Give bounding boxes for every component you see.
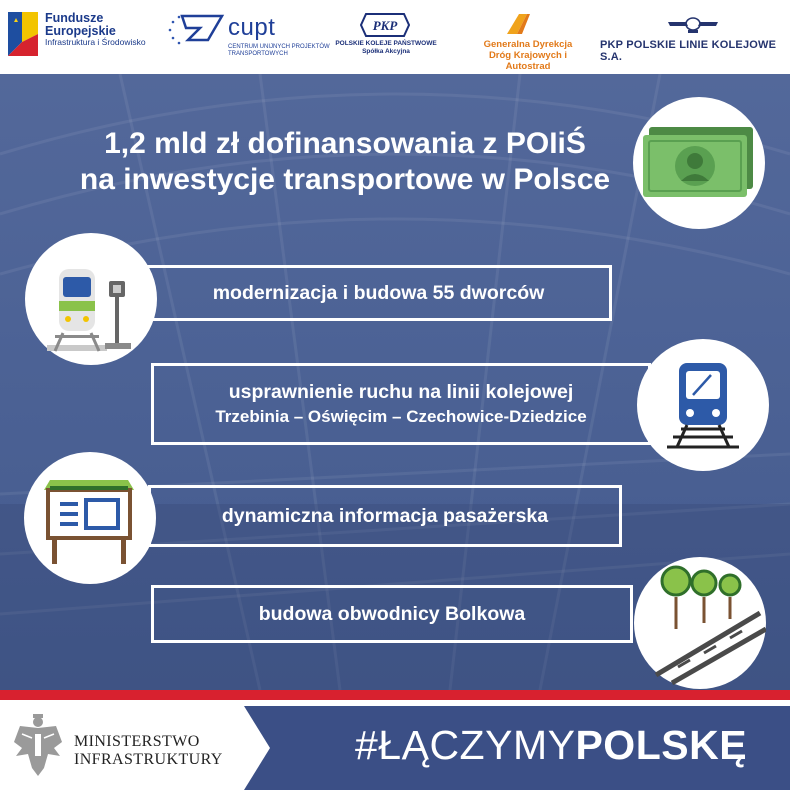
logo-bar [0,0,790,74]
item-text-stations: modernizacja i budowa 55 dworców [212,281,545,304]
item-box-stations [145,265,612,321]
ministry-name [74,733,223,769]
flag-stripe-red [0,690,790,700]
item-subtext-railway: Trzebinia – Oświęcim – Czechowice-Dziedzice [215,406,587,426]
headline-line1: 1,2 mld zł dofinansowania z POIiŚ [104,127,586,160]
road-circle [634,557,766,689]
road-trees-icon [634,557,766,689]
info-circle [24,452,156,584]
train-station-icon [25,233,157,365]
station-circle [25,233,157,365]
plk-wings-icon [666,14,720,36]
hashtag [355,722,747,769]
polish-eagle-icon [12,712,64,782]
item-text-passenger-info: dynamiczna informacja pasażerska [221,504,549,527]
fe-title: Fundusze Europejskie [45,11,116,39]
main-panel [0,74,790,690]
pkp-badge-icon [360,12,410,38]
cupt-mark-icon [164,10,226,46]
hashtag-light: #ŁĄCZYMY [355,722,576,768]
headline [0,126,690,198]
cupt-subtitle: CENTRUM UNIJNYCH PROJEKTÓW TRANSPORTOWYCH [228,44,330,57]
pkp-name: POLSKIE KOLEJE PAŃSTWOWE [335,40,437,47]
train-icon [637,339,769,471]
gddkia-line1: Generalna Dyrekcja [483,39,573,50]
ministry-line1: MINISTERSTWO [74,733,200,750]
gddkia-line2: Dróg Krajowych i Autostrad [488,49,568,72]
pkp-subtitle: Spółka Akcyjna [362,48,410,56]
cupt-name: cupt [228,14,276,41]
hashtag-bold: POLSKĘ [575,722,748,768]
item-text-railway: usprawnienie ruchu na linii kolejowej [228,381,574,404]
info-board-icon [24,452,156,584]
item-box-bypass [151,585,633,643]
plk-name: PKP POLSKIE LINIE KOLEJOWE S.A. [600,39,777,63]
banknote-icon [633,97,765,229]
item-box-passenger-info [148,485,622,547]
item-text-bypass: budowa obwodnicy Bolkowa [258,602,526,625]
ministry-line2: INFRASTRUKTURY [74,750,223,768]
fe-subtitle: Infrastruktura i Środowisko [45,37,146,48]
gddkia-mark-icon [505,10,531,36]
pkp-badge-text: PKP [372,18,398,33]
train-circle [637,339,769,471]
money-circle [633,97,765,229]
eu-flag-icon [8,12,38,56]
headline-line2: na inwestycje transportowe w Polsce [79,163,611,196]
item-box-railway [151,363,651,445]
